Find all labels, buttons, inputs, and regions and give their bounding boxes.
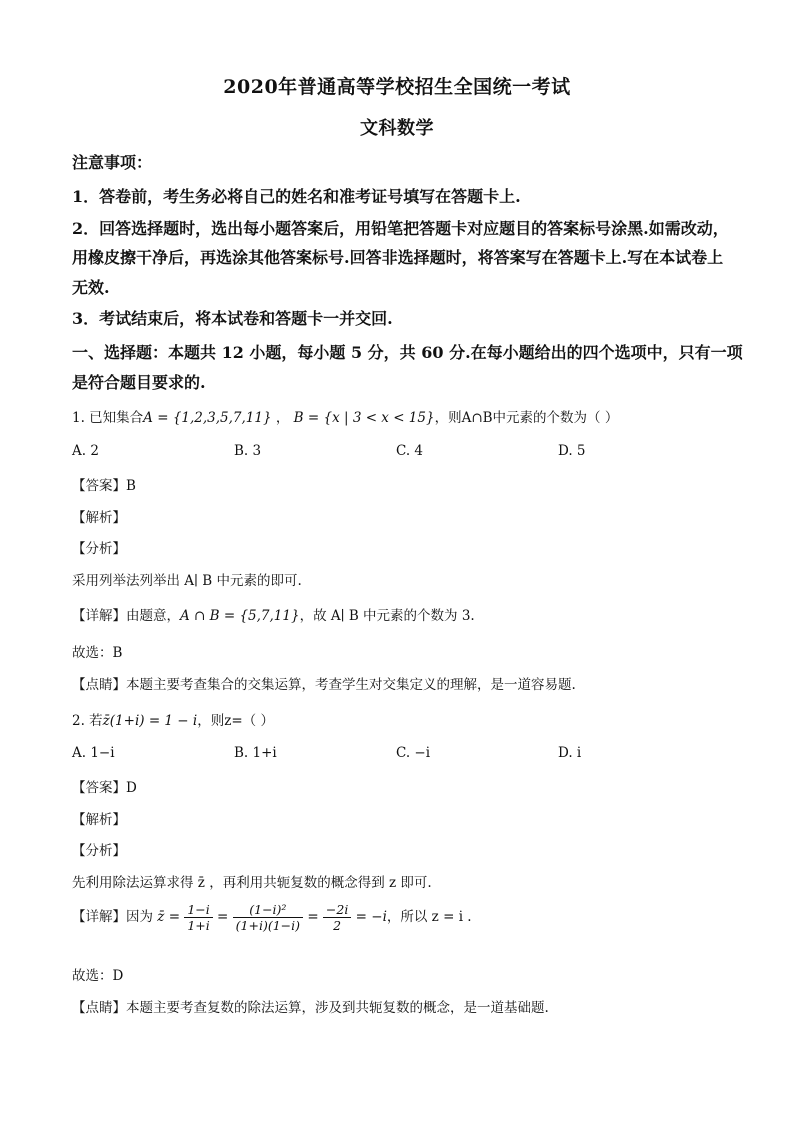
- fraction-2-numerator: (1−i)²: [233, 902, 303, 918]
- zbar-label: z̄ =: [157, 909, 181, 925]
- notice-heading: 注意事项：: [72, 153, 153, 172]
- answer-tag: 【答案】: [72, 780, 126, 796]
- q1-fenxi-tag: 【分析】: [72, 541, 126, 557]
- fraction-2-denominator: (1+i)(1−i): [235, 918, 301, 933]
- fraction-1-denominator: 1+i: [187, 918, 210, 933]
- detail-pre: 由题意，: [126, 608, 180, 624]
- q1-fenxi-text: 采用列举法列举出 A∣ B 中元素的即可.: [72, 573, 302, 589]
- q2-fenxi-text: 先利用除法运算求得 z̄ ，再利用共轭复数的概念得到 z 即可.: [72, 875, 432, 891]
- q2-answer: [72, 776, 732, 796]
- question-2-formula: z̄(1+i) = 1 − i: [102, 713, 198, 729]
- fraction-3-numerator: −2i: [323, 902, 351, 918]
- q2-detail: 【详解】因为 z̄ = $\frac{1-i}{1+i}$ = $\frac{\text{(1−i)²}}{(1+i)(1-i)}$ = $\frac{-2i}{2}$ = −i，所以 z = i .: [72, 902, 472, 933]
- answer-value: B: [126, 478, 136, 494]
- q1-analysis-tag: 【解析】: [72, 510, 126, 526]
- q1-option-b: B. 3: [234, 443, 262, 459]
- exam-subject: 文科数学: [360, 118, 434, 139]
- notice-item-2-line-3: 无效.: [72, 278, 110, 297]
- answer-value: D: [126, 780, 137, 796]
- q2-analysis-tag: 【解析】: [72, 812, 126, 828]
- exam-title: 2020年普通高等学校招生全国统一考试: [223, 76, 571, 98]
- q2-fenxi-tag: 【分析】: [72, 843, 126, 859]
- comment-text: 本题主要考查集合的交集运算，考查学生对交集定义的理解，是一道容易题.: [126, 677, 576, 693]
- question-2-stem: [72, 709, 732, 729]
- q1-comment: [72, 673, 732, 693]
- notice-item-2-line-1: 2．回答选择题时，选出每小题答案后，用铅笔把答题卡对应题目的答案标号涂黑.如需改动，: [72, 219, 729, 238]
- detail-post: ，故 A∣ B 中元素的个数为 3.: [299, 608, 475, 624]
- section-heading-line-2: 是符合题目要求的.: [72, 373, 206, 392]
- question-1-stem: 1. 已知集合A = {1,2,3,5,7,11} ， B = {x | 3 < x < 15}，则A∩B中元素的个数为（ ）: [72, 410, 619, 426]
- question-2-prefix: 2. 若: [72, 713, 103, 729]
- comment-tag: 【点睛】: [72, 1000, 126, 1016]
- question-1-prefix: 1. 已知集合: [72, 410, 144, 426]
- section-heading-line-1: 一、选择题：本题共 12 小题，每小题 5 分，共 60 分.在每小题给出的四个选项中，只有一项: [72, 343, 743, 362]
- answer-tag: 【答案】: [72, 478, 126, 494]
- notice-item-1: 1．答卷前，考生务必将自己的姓名和准考证号填写在答题卡上.: [72, 187, 521, 206]
- q2-choose: 故选：D: [72, 968, 124, 984]
- q2-option-d: D. i: [558, 745, 582, 761]
- q1-option-a: A. 2: [72, 443, 99, 459]
- notice-item-2-line-2: 用橡皮擦干净后，再选涂其他答案标号.回答非选择题时，将答案写在答题卡上.写在本试卷上: [72, 248, 724, 267]
- detail-tag: 【详解】: [72, 909, 126, 925]
- fraction-3-denominator: 2: [333, 918, 342, 933]
- detail-tag: 【详解】: [72, 608, 126, 624]
- question-2-suffix: ，则z=（ ）: [197, 713, 274, 729]
- set-b-formula: B = {x | 3 < x < 15}: [293, 410, 435, 426]
- q1-detail: [72, 604, 732, 624]
- q2-comment: [72, 996, 732, 1016]
- equation-tail: = −i: [355, 909, 387, 925]
- set-a-formula: A = {1,2,3,5,7,11}: [143, 410, 272, 426]
- q1-option-d: D. 5: [558, 443, 586, 459]
- q2-option-c: C. −i: [396, 745, 431, 761]
- comment-text: 本题主要考查复数的除法运算，涉及到共轭复数的概念，是一道基础题.: [126, 1000, 549, 1016]
- fraction-1-numerator: 1−i: [184, 902, 212, 918]
- q1-answer: [72, 474, 732, 494]
- detail-pre: 因为: [126, 909, 153, 925]
- comment-tag: 【点睛】: [72, 677, 126, 693]
- fraction-2: [233, 902, 303, 933]
- q2-option-a: A. 1−i: [72, 745, 115, 761]
- q1-option-c: C. 4: [396, 443, 424, 459]
- intersection-formula: A ∩ B = {5,7,11}: [180, 608, 300, 624]
- fraction-1: [184, 902, 212, 933]
- q1-choose: 故选：B: [72, 645, 123, 661]
- fraction-3: [323, 902, 351, 933]
- question-1-suffix: ，则A∩B中元素的个数为（ ）: [434, 410, 619, 426]
- detail-post: ，所以 z = i .: [386, 909, 472, 925]
- notice-item-3: 3．考试结束后，将本试卷和答题卡一并交回.: [72, 309, 393, 328]
- q2-option-b: B. 1+i: [234, 745, 277, 761]
